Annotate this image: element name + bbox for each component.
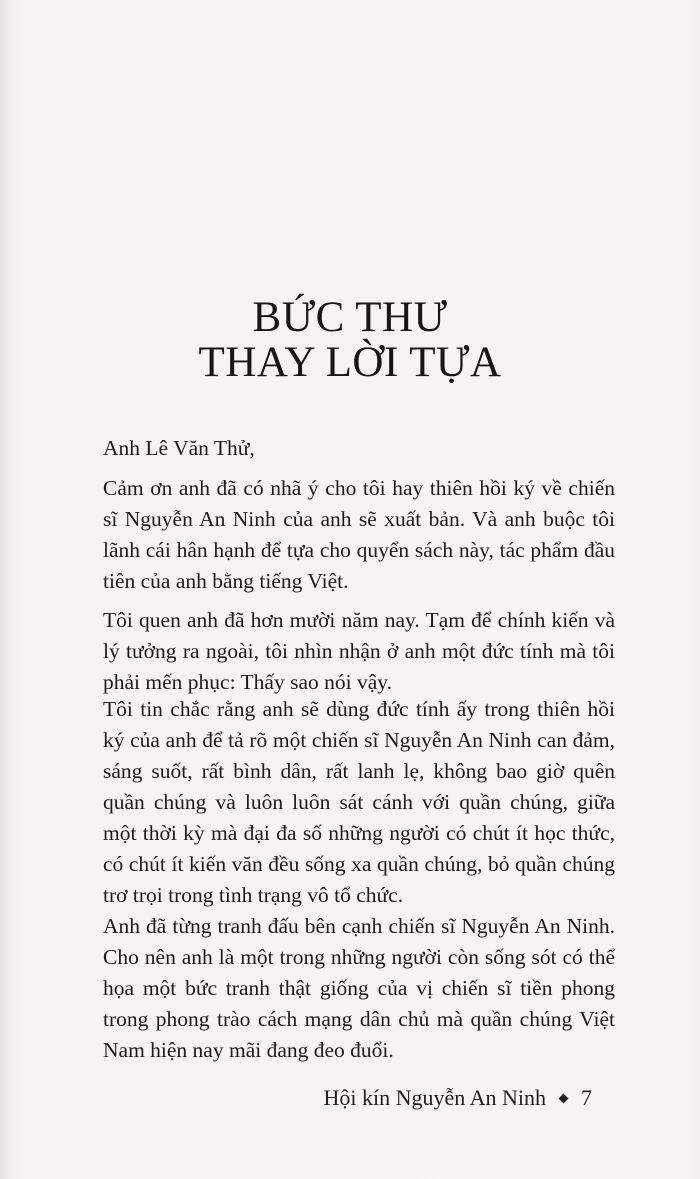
chapter-title-line-1: BỨC THƯ [252,294,448,341]
page-number: 7 [581,1085,592,1110]
diamond-separator-icon [559,1093,569,1103]
chapter-title-line-2: THAY LỜI TỰA [198,339,502,386]
letter-paragraph-1: Cảm ơn anh đã có nhã ý cho tôi hay thiên hồi ký về chiến sĩ Nguyễn An Ninh của anh sẽ xuất bản. Và anh buộc tôi lãnh cái hân hạnh để tựa cho quyển sách này, tác phẩm đầu tiên của anh bằng tiếng Việt. [103,476,615,593]
letter-paragraph-2: Tôi quen anh đã hơn mười năm nay. Tạm để chính kiến và lý tưởng ra ngoài, tôi nhìn nhận ở anh một đức tính mà tôi phải mến phục: Thấy sao nói vậy. [103,608,615,694]
letter-paragraph-4: Anh đã từng tranh đấu bên cạnh chiến sĩ Nguyễn An Ninh. Cho nên anh là một trong những người còn sống sót có thể họa một bức tranh thật giống của vị chiến sĩ tiền phong trong phong trào cách mạng dân chủ mà quần chúng Việt Nam hiện nay mãi đang đeo đuổi. [103,914,615,1062]
letter-salutation: Anh Lê Văn Thử, [103,436,255,460]
letter-paragraph-3: Tôi tin chắc rằng anh sẽ dùng đức tính ấy trong thiên hồi ký của anh để tả rõ một chiến sĩ Nguyễn An Ninh can đảm, sáng suốt, rất bình dân, rất lanh lẹ, không bao giờ quên quần chúng và luôn luôn sát cánh với quần chúng, giữa một thời kỳ mà đại đa số những người có chút ít học thức, có chút ít kiến văn đều sống xa quần chúng, bỏ quần chúng trơ trọi trong tình trạng vô tổ chức. [103,697,615,907]
running-footer-title: Hội kín Nguyễn An Ninh [323,1085,546,1110]
page-footer [324,1084,592,1112]
